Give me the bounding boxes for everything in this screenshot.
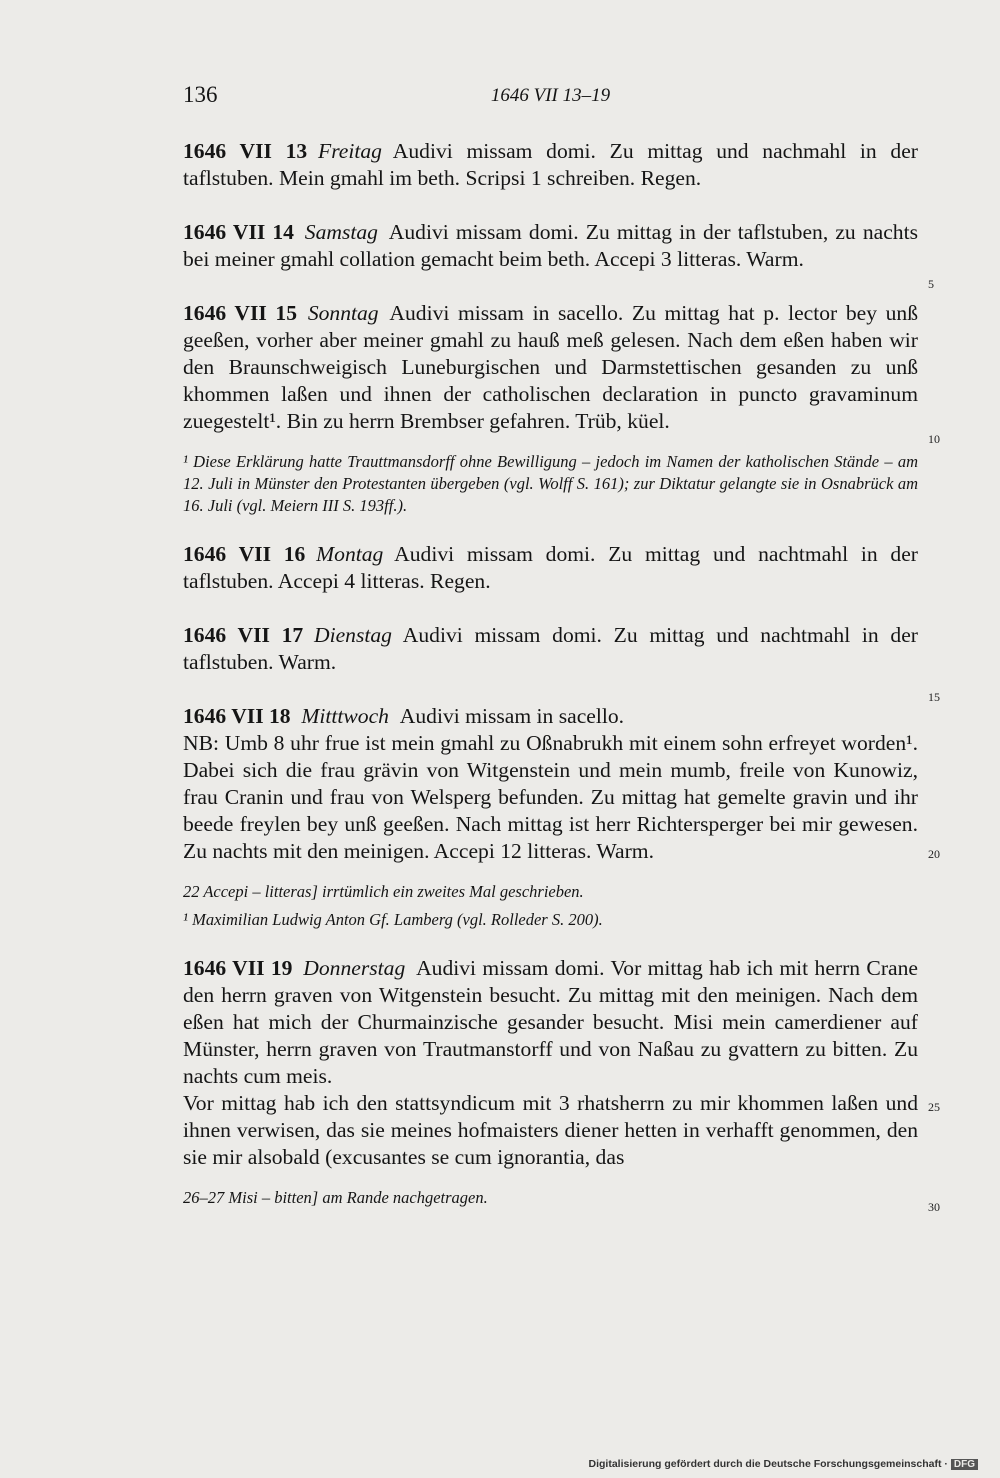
entry-weekday: Dienstag bbox=[314, 623, 392, 647]
entry-text: Audivi missam domi. Zu mittag und nachmahl in der taflstuben. Mein gmahl im beth. Scripsi 1 schreiben. Regen. bbox=[183, 139, 918, 190]
entry-date: 1646 VII 16 bbox=[183, 542, 306, 566]
footnote: ¹ Diese Erklärung hatte Trauttmansdorff ohne Bewilligung – jedoch im Namen der katholischen Stände – am 12. Juli in Münster den Protestanten übergeben (vgl. Wolff S. 161); zur Diktatur gelangte sie in Osnabrück am 16. Juli (vgl. Meiern III S. 193ff.). bbox=[183, 452, 918, 515]
entry-text: Audivi missam domi. Zu mittag in der taflstuben, zu nachts bei meiner gmahl collation gemacht beim beth. Accepi 3 litteras. Warm. bbox=[183, 220, 918, 271]
line-number: 30 bbox=[928, 1200, 940, 1214]
entry-weekday: Montag bbox=[316, 542, 384, 566]
entry-paragraph bbox=[183, 219, 918, 273]
diary-entry bbox=[183, 541, 918, 595]
line-number: 15 bbox=[928, 690, 940, 704]
entry-text: Audivi missam domi. Zu mittag und nachtmahl in der taflstuben. Warm. bbox=[183, 623, 918, 674]
entry-date: 1646 VII 13 bbox=[183, 139, 308, 163]
line-number: 10 bbox=[928, 432, 940, 446]
entry-paragraph bbox=[183, 300, 918, 435]
line-number: 25 bbox=[928, 1100, 940, 1114]
entry-weekday: Freitag bbox=[318, 139, 382, 163]
digitization-footer bbox=[589, 1458, 979, 1470]
entry-date: 1646 VII 18 bbox=[183, 704, 291, 728]
line-number: 5 bbox=[928, 277, 934, 291]
entry-text: Audivi missam domi. Zu mittag und nachtmahl in der taflstuben. Accepi 4 litteras. Regen. bbox=[183, 542, 918, 593]
entry-weekday: Mitttwoch bbox=[301, 704, 389, 728]
diary-entry bbox=[183, 300, 918, 435]
dfg-logo: DFG bbox=[951, 1459, 978, 1470]
page-number: 136 bbox=[183, 82, 218, 107]
diary-entry bbox=[183, 955, 918, 1171]
entry-paragraph bbox=[183, 622, 918, 676]
footnotes bbox=[183, 881, 918, 931]
page-body bbox=[183, 138, 918, 1233]
footnote: ¹ Maximilian Ludwig Anton Gf. Lamberg (vgl. Rolleder S. 200). bbox=[183, 910, 603, 929]
entry-paragraph bbox=[183, 138, 918, 192]
entry-text: Audivi missam in sacello. Zu mittag hat p. lector bey unß geeßen, vorher aber meiner gmahl zu hauß meß gelesen. Nach dem eßen haben wir den Braunschweigisch Luneburgischen und Darmstettischen gesanden zu unß khommen laßen und ihnen der catholischen declaration in puncto gravaminum zuegestelt¹. Bin zu herrn Brembser gefahren. Trüb, küel. bbox=[183, 301, 919, 433]
entry-date: 1646 VII 19 bbox=[183, 956, 293, 980]
diary-entry bbox=[183, 219, 918, 273]
running-title: 1646 VII 13–19 bbox=[490, 85, 611, 106]
entry-paragraph bbox=[183, 955, 918, 1090]
entry-paragraph bbox=[183, 541, 918, 595]
entry-paragraph: NB: Umb 8 uhr frue ist mein gmahl zu Oßnabrukh mit einem sohn erfreyet worden¹. Dabei sich die frau grävin von Witgenstein und mein mumb, freile von Kunowiz, frau Cranin und frau von Welsperg befunden. Zu mittag hat gemelte gravin und ihr beede freylen bey unß geeßen. Nach mittag ist herr Richtersperger bei mir gewesen. Zu nachts mit den meinigen. Accepi 12 litteras. Warm. bbox=[183, 731, 918, 863]
diary-entry bbox=[183, 622, 918, 676]
entry-paragraph bbox=[183, 703, 918, 730]
entry-weekday: Sonntag bbox=[307, 301, 379, 325]
entry-weekday: Donnerstag bbox=[303, 956, 406, 980]
entry-date: 1646 VII 14 bbox=[183, 220, 294, 244]
entry-weekday: Samstag bbox=[304, 220, 378, 244]
line-number: 20 bbox=[928, 847, 940, 861]
apparatus-note: 26–27 Misi – bitten] am Rande nachgetragen. bbox=[183, 1188, 488, 1207]
footer-text: Digitalisierung gefördert durch die Deutsche Forschungsgemeinschaft · bbox=[588, 1458, 948, 1470]
apparatus-note: 22 Accepi – litteras] irrtümlich ein zweites Mal geschrieben. bbox=[183, 882, 584, 901]
entry-date: 1646 VII 17 bbox=[183, 623, 304, 647]
diary-entry bbox=[183, 703, 918, 865]
footnotes bbox=[183, 451, 918, 517]
page-header bbox=[183, 82, 918, 112]
entry-date: 1646 VII 15 bbox=[183, 301, 298, 325]
footnotes bbox=[183, 1187, 918, 1209]
diary-entry bbox=[183, 138, 918, 192]
entry-text: Audivi missam in sacello. bbox=[399, 704, 625, 728]
entry-text: Audivi missam domi. Vor mittag hab ich mit herrn Crane den herrn graven von Witgenstein besucht. Zu mittag mit den meinigen. Nach dem eßen hat mich der Churmainzische gesander besucht. Misi mein camerdiener auf Münster, herrn graven von Trautmanstorff und von Naßau zu gvattern zu bitten. Zu nachts cum meis. bbox=[183, 956, 918, 1088]
entry-paragraph: Vor mittag hab ich den stattsyndicum mit 3 rhatsherrn zu mir khommen laßen und ihnen verwisen, das sie meines hofmaisters diener hetten in verhafft genommen, den sie mir alsobald (excusantes se cum ignorantia, das bbox=[183, 1091, 918, 1169]
